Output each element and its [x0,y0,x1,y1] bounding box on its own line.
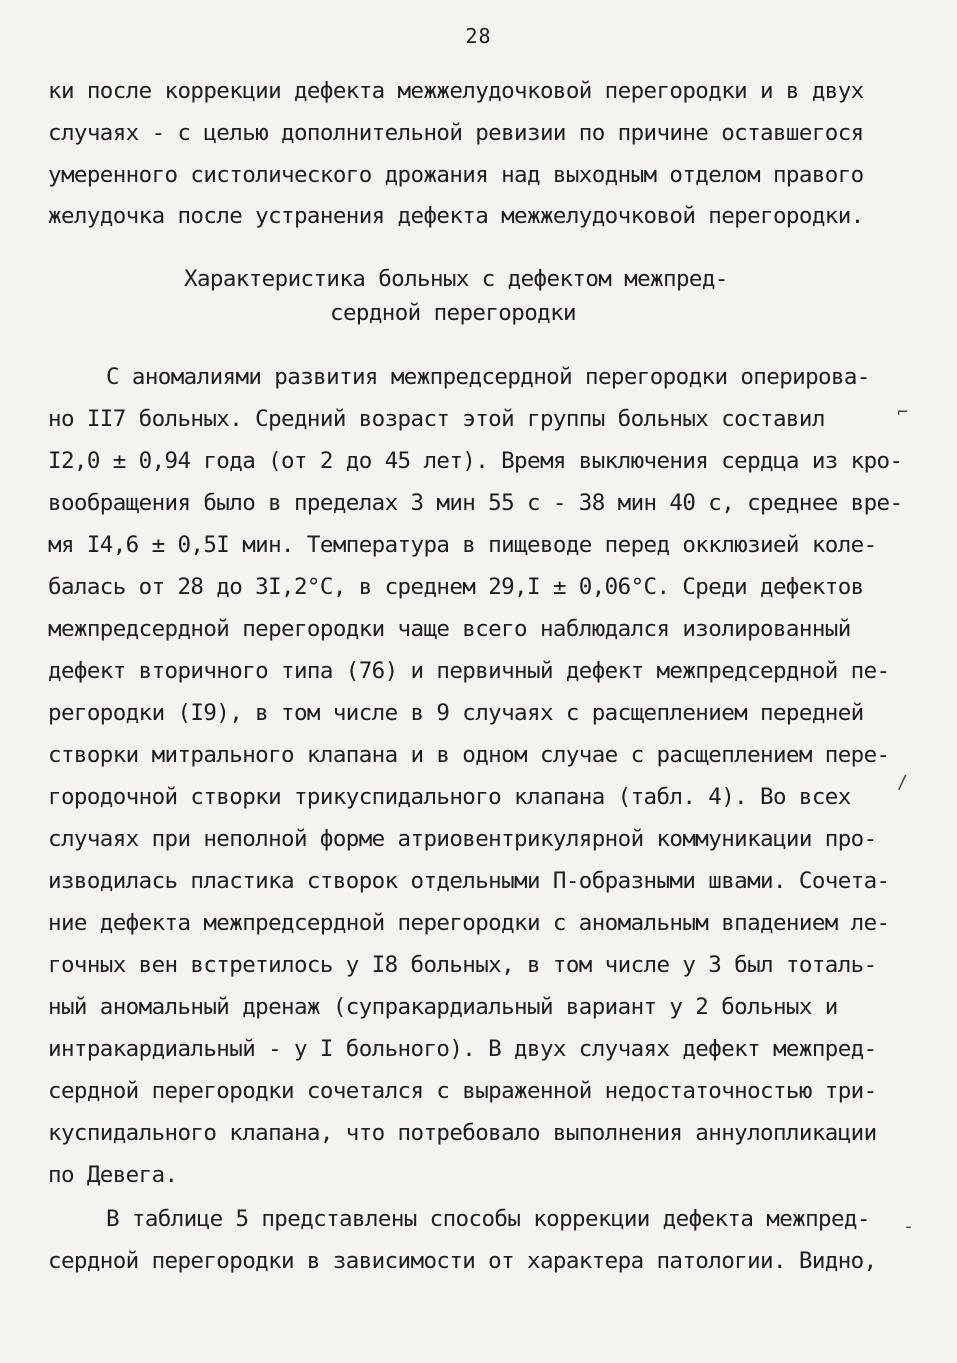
text-line: случаях - с целью дополнительной ревизии по причине оставшегося [48,120,864,146]
text-line: регородки (I9), в том числе в 9 случаях с расщеплением передней [48,700,864,726]
margin-mark: ⌐ [897,402,908,423]
text-line: сердной перегородки в зависимости от характера патологии. Видно, [48,1248,877,1274]
margin-mark: - [903,1216,914,1237]
text-line: вообращения было в пределах 3 мин 55 с - 38 мин 40 с, среднее вре- [48,490,903,516]
page-number: 28 [465,24,492,48]
text-line: интракардиальный - у I больного). В двух случаях дефект межпред- [48,1036,877,1062]
text-line: но II7 больных. Средний возраст этой группы больных составил [48,406,825,432]
text-line: ние дефекта межпредсердной перегородки с аномальным впадением ле- [48,910,890,936]
text-line: В таблице 5 представлены способы коррекции дефекта межпред- [106,1206,870,1232]
text-line: изводилась пластика створок отдельными П-образными швами. Сочета- [48,868,890,894]
text-line: городочной створки трикуспидального клапана (табл. 4). Во всех [48,784,851,810]
text-line: мя I4,6 ± 0,5I мин. Температура в пищеводе перед окклюзией коле- [48,532,877,558]
text-line: створки митрального клапана и в одном случае с расщеплением пере- [48,742,890,768]
section-heading: сердной перегородки [330,300,576,326]
text-line: ки после коррекции дефекта межжелудочковой перегородки и в двух [48,78,864,104]
margin-mark: / [897,772,908,793]
text-line: ный аномальный дренаж (супракардиальный вариант у 2 больных и [48,994,838,1020]
text-line: желудочка после устранения дефекта межжелудочковой перегородки. [48,203,864,229]
text-line: I2,0 ± 0,94 года (от 2 до 45 лет). Время выключения сердца из кро- [48,448,903,474]
text-line: куспидального клапана, что потребовало выполнения аннулопликации [48,1120,877,1146]
text-line: сердной перегородки сочетался с выраженной недостаточностью три- [48,1078,877,1104]
text-line: по Девега. [48,1162,178,1188]
text-line: С аномалиями развития межпредсердной перегородки оперирова- [106,364,870,390]
text-line: гочных вен встретилось у I8 больных, в том числе у 3 был тоталь- [48,952,877,978]
text-line: балась от 28 до 3I,2°C, в среднем 29,I ± 0,06°C. Среди дефектов [48,574,864,600]
text-line: межпредсердной перегородки чаще всего наблюдался изолированный [48,616,851,642]
text-line: умеренного систолического дрожания над выходным отделом правого [48,162,864,188]
text-line: дефект вторичного типа (76) и первичный дефект межпредсердной пе- [48,658,890,684]
text-line: случаях при неполной форме атриовентрикулярной коммуникации про- [48,826,877,852]
section-heading: Характеристика больных с дефектом межпред- [184,266,728,292]
